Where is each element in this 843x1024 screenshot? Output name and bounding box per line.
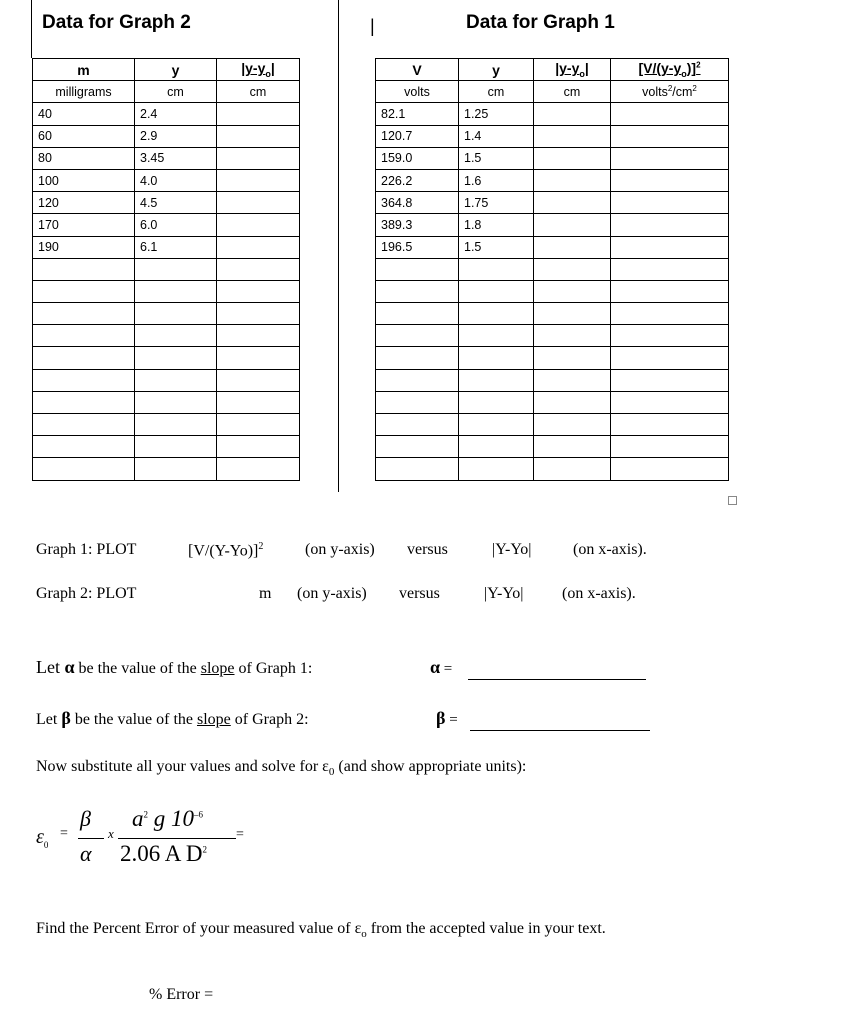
table-cell[interactable]: [217, 258, 300, 280]
table-row: [376, 258, 729, 280]
table-cell[interactable]: [534, 214, 611, 236]
graph1-versus: versus: [407, 541, 448, 558]
table-row: [33, 147, 300, 169]
table-cell[interactable]: [611, 436, 729, 458]
unit-m: milligrams: [33, 81, 135, 103]
table-cell[interactable]: [217, 436, 300, 458]
table-cell[interactable]: 4.0: [135, 169, 217, 191]
unit-ratio: $volts^2/cm^2$: [611, 81, 729, 103]
unit-v: volts: [376, 81, 459, 103]
table-cell[interactable]: [33, 436, 135, 458]
table-cell[interactable]: [611, 169, 729, 191]
table-row: [33, 280, 300, 302]
table-cell[interactable]: [534, 280, 611, 302]
alpha-definition: Let α be the value of the slope of Graph 1:: [36, 657, 313, 677]
table-cell[interactable]: [459, 303, 534, 325]
table-row: [376, 414, 729, 436]
table-cell[interactable]: [376, 414, 459, 436]
table-cell[interactable]: [376, 258, 459, 280]
table-row: [376, 169, 729, 191]
table-row: [376, 125, 729, 147]
graph1-heading: Data for Graph 1: [466, 12, 615, 33]
table-cell[interactable]: 1.4: [459, 125, 534, 147]
table-cell[interactable]: [611, 414, 729, 436]
table-cell[interactable]: [33, 303, 135, 325]
formula-equals: =: [60, 826, 68, 841]
graph2-xvar: |Y-Yo|: [484, 585, 524, 602]
unit-abs-y: cm: [217, 81, 300, 103]
table-units-row: [33, 81, 300, 103]
table-row: [376, 325, 729, 347]
substitute-instruction: Now substitute all your values and solve for $\varepsilon_0$ (and show appropriate units):: [36, 758, 527, 779]
table-cell[interactable]: [135, 414, 217, 436]
table-cell[interactable]: [135, 325, 217, 347]
table-row: [33, 169, 300, 191]
table-cell[interactable]: [376, 458, 459, 480]
table-cell[interactable]: [611, 236, 729, 258]
table-cell[interactable]: 6.1: [135, 236, 217, 258]
table-cell[interactable]: [376, 303, 459, 325]
unit-y: cm: [135, 81, 217, 103]
table-cell[interactable]: 2.4: [135, 103, 217, 125]
graph1-on-x: (on x-axis).: [573, 541, 647, 558]
table-cell[interactable]: [376, 280, 459, 302]
percent-error-label: % Error =: [149, 986, 214, 1003]
table-cell[interactable]: [534, 147, 611, 169]
table-cell[interactable]: [459, 391, 534, 413]
table-cell[interactable]: 170: [33, 214, 135, 236]
table-row: [33, 325, 300, 347]
table-cell[interactable]: [33, 347, 135, 369]
table-cell[interactable]: [376, 436, 459, 458]
table-cell[interactable]: [534, 391, 611, 413]
table-cell[interactable]: 226.2: [376, 169, 459, 191]
table-cell[interactable]: 190: [33, 236, 135, 258]
table-cell[interactable]: 1.25: [459, 103, 534, 125]
table-cell[interactable]: [611, 103, 729, 125]
table-row: [376, 280, 729, 302]
table-cell[interactable]: [611, 347, 729, 369]
table-cell[interactable]: [217, 147, 300, 169]
formula-right-numerator: $a^2$ g $10^{-6}$: [132, 806, 203, 831]
formula-times: x: [108, 826, 114, 841]
table-cell[interactable]: 40: [33, 103, 135, 125]
table-cell[interactable]: [33, 414, 135, 436]
table-cell[interactable]: [135, 436, 217, 458]
table-cell[interactable]: [611, 458, 729, 480]
percent-error-instruction: Find the Percent Error of your measured value of $\varepsilon_o$ from the accepted value in your text.: [36, 920, 606, 941]
table-cell[interactable]: [611, 192, 729, 214]
table-cell[interactable]: [376, 347, 459, 369]
table-cell[interactable]: 1.5: [459, 147, 534, 169]
table-cell[interactable]: [534, 436, 611, 458]
table-cell[interactable]: [611, 258, 729, 280]
table-cell[interactable]: 100: [33, 169, 135, 191]
table-row: [376, 347, 729, 369]
table-row: [376, 458, 729, 480]
table-cell[interactable]: [33, 391, 135, 413]
table-cell[interactable]: [135, 280, 217, 302]
beta-answer-blank[interactable]: [470, 711, 650, 731]
table-cell[interactable]: 1.5: [459, 236, 534, 258]
header-ratio: $[V/(y-y_o)]^2$: [611, 59, 729, 81]
graph2-on-x: (on x-axis).: [562, 585, 636, 602]
table-cell[interactable]: [534, 458, 611, 480]
table-cell[interactable]: 80: [33, 147, 135, 169]
table-cell[interactable]: 82.1: [376, 103, 459, 125]
table-cell[interactable]: [611, 280, 729, 302]
table-cell[interactable]: 2.9: [135, 125, 217, 147]
table-row: [376, 303, 729, 325]
table-cell[interactable]: [217, 236, 300, 258]
graph1-plot-label: Graph 1: PLOT: [36, 541, 137, 558]
table-cell[interactable]: [33, 325, 135, 347]
formula-alpha: α: [80, 841, 92, 866]
graph1-on-y: (on y-axis): [305, 541, 375, 558]
header-m: m: [33, 59, 135, 81]
table-cell[interactable]: [459, 414, 534, 436]
table-cell[interactable]: [376, 325, 459, 347]
table-cell[interactable]: [534, 192, 611, 214]
table-cell[interactable]: 159.0: [376, 147, 459, 169]
table-cell[interactable]: 120: [33, 192, 135, 214]
table-cell[interactable]: [459, 325, 534, 347]
table-cell[interactable]: [611, 147, 729, 169]
graph1-yvar: $[V/(Y-Yo)]^2$: [188, 541, 264, 560]
table-row: [33, 347, 300, 369]
table-row: [376, 192, 729, 214]
header-abs-y: $|y-y_o|$: [217, 59, 300, 81]
graph2-versus: versus: [399, 585, 440, 602]
table-cell[interactable]: [217, 125, 300, 147]
table-cell[interactable]: 3.45: [135, 147, 217, 169]
table-cell[interactable]: [534, 103, 611, 125]
table-cell[interactable]: [135, 347, 217, 369]
table-cell[interactable]: [534, 414, 611, 436]
left-border-line: [31, 0, 32, 58]
graph2-plot-label: Graph 2: PLOT: [36, 585, 137, 602]
table-cell[interactable]: [611, 325, 729, 347]
graph2-yvar: m: [259, 585, 272, 602]
table-cell[interactable]: [33, 258, 135, 280]
beta-answer-label: β =: [436, 708, 458, 728]
table-row: [33, 125, 300, 147]
table-row: [376, 103, 729, 125]
table-row: [376, 369, 729, 391]
table-cell[interactable]: [217, 280, 300, 302]
table-cell[interactable]: [459, 458, 534, 480]
formula-lhs: $\varepsilon_0$: [36, 826, 49, 850]
table-row: [33, 391, 300, 413]
formula-beta: β: [80, 806, 91, 831]
table-cell[interactable]: [534, 236, 611, 258]
formula-right-fraction-bar: [118, 838, 236, 839]
formula-right-denominator: 2.06 A $D^2$: [120, 841, 207, 866]
header-y: y: [135, 59, 217, 81]
table-cell[interactable]: [459, 436, 534, 458]
table-cell[interactable]: [376, 369, 459, 391]
table-cell[interactable]: [217, 391, 300, 413]
table-cell[interactable]: [534, 369, 611, 391]
alpha-answer-blank[interactable]: [468, 660, 646, 680]
table-cell[interactable]: [611, 391, 729, 413]
table-cell[interactable]: [376, 391, 459, 413]
table-cell[interactable]: [534, 325, 611, 347]
formula-trailing-equals: =: [236, 827, 244, 842]
table-cell[interactable]: [135, 303, 217, 325]
graph2-heading: Data for Graph 2: [42, 12, 191, 33]
table-cell[interactable]: 389.3: [376, 214, 459, 236]
table-cell[interactable]: 1.6: [459, 169, 534, 191]
table-cell[interactable]: [217, 414, 300, 436]
table-cell[interactable]: [217, 169, 300, 191]
graph2-on-y: (on y-axis): [297, 585, 367, 602]
table-row: [33, 436, 300, 458]
table-row: [33, 236, 300, 258]
table-cell[interactable]: 1.75: [459, 192, 534, 214]
table-header-row: [33, 59, 300, 81]
table-row: [376, 214, 729, 236]
table-row: [376, 391, 729, 413]
table-row: [33, 258, 300, 280]
table-cell[interactable]: [459, 280, 534, 302]
table-row: [33, 303, 300, 325]
table-row: [376, 436, 729, 458]
table-cell[interactable]: [135, 369, 217, 391]
table-cell[interactable]: [459, 369, 534, 391]
table-cell[interactable]: [217, 303, 300, 325]
table-row: [33, 192, 300, 214]
separator-mark: |: [370, 16, 375, 36]
unit-abs-y: cm: [534, 81, 611, 103]
table-cell[interactable]: [217, 347, 300, 369]
table-cell[interactable]: [217, 458, 300, 480]
header-v: V: [376, 59, 459, 81]
table-cell[interactable]: [33, 458, 135, 480]
table-cell[interactable]: [33, 280, 135, 302]
table-cell[interactable]: [459, 347, 534, 369]
table-cell[interactable]: [611, 214, 729, 236]
table-cell[interactable]: [611, 125, 729, 147]
table-row: [376, 147, 729, 169]
table-cell[interactable]: [611, 303, 729, 325]
table-row: [376, 236, 729, 258]
center-divider-line: [338, 0, 339, 492]
table-cell[interactable]: [534, 347, 611, 369]
table-row: [33, 414, 300, 436]
header-abs-y: $|y-y_o|$: [534, 59, 611, 81]
table-cell[interactable]: [217, 192, 300, 214]
graph2-data-table: [32, 58, 300, 481]
formula-left-fraction-bar: [78, 838, 104, 839]
table-row: [33, 214, 300, 236]
table-cell[interactable]: [33, 369, 135, 391]
table-cell[interactable]: [534, 258, 611, 280]
table-cell[interactable]: [217, 369, 300, 391]
unit-y: cm: [459, 81, 534, 103]
table-cell[interactable]: 196.5: [376, 236, 459, 258]
table-resize-handle[interactable]: [728, 496, 737, 505]
table-cell[interactable]: 6.0: [135, 214, 217, 236]
table-cell[interactable]: [217, 325, 300, 347]
table-cell[interactable]: [459, 258, 534, 280]
table-cell[interactable]: [217, 214, 300, 236]
table-cell[interactable]: [217, 103, 300, 125]
table-cell[interactable]: [611, 369, 729, 391]
beta-definition: Let β be the value of the slope of Graph 2:: [36, 708, 309, 728]
table-cell[interactable]: [534, 169, 611, 191]
table-row: [33, 458, 300, 480]
header-y: y: [459, 59, 534, 81]
alpha-answer-label: α =: [430, 657, 453, 677]
graph1-data-table: [375, 58, 729, 481]
table-row: [33, 103, 300, 125]
table-cell[interactable]: 4.5: [135, 192, 217, 214]
table-cell[interactable]: [534, 303, 611, 325]
table-cell[interactable]: [135, 258, 217, 280]
table-row: [33, 369, 300, 391]
table-cell[interactable]: [135, 391, 217, 413]
table-cell[interactable]: 120.7: [376, 125, 459, 147]
table-cell[interactable]: 1.8: [459, 214, 534, 236]
table-cell[interactable]: [135, 458, 217, 480]
table-cell[interactable]: 364.8: [376, 192, 459, 214]
table-cell[interactable]: [534, 125, 611, 147]
table-cell[interactable]: 60: [33, 125, 135, 147]
table-header-row: [376, 59, 729, 81]
table-units-row: [376, 81, 729, 103]
graph1-xvar: |Y-Yo|: [492, 541, 532, 558]
